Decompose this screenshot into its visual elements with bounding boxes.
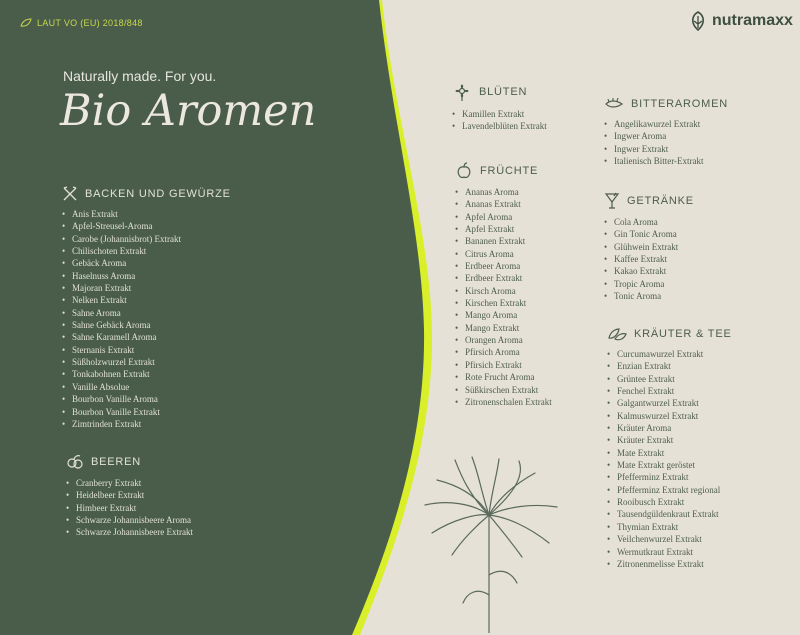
herb-leaves-icon — [607, 326, 627, 342]
item-list — [604, 216, 694, 302]
list-item: • Zitronenmelisse Extrakt — [607, 558, 732, 570]
brand-logo[interactable] — [688, 10, 793, 32]
list-item: • Pfirsich Aroma — [455, 346, 552, 358]
list-item: • Glühwein Extrakt — [604, 241, 694, 253]
item-list — [607, 348, 732, 570]
list-item: • Tausendgüldenkraut Extrakt — [607, 508, 732, 520]
fruit-icon — [455, 162, 473, 180]
list-item: • Nelken Extrakt — [62, 294, 231, 306]
list-item: • Sahne Karamell Aroma — [62, 331, 231, 343]
list-item: • Majoran Extrakt — [62, 282, 231, 294]
list-item: • Rooibusch Extrakt — [607, 496, 732, 508]
list-item: • Süßkirschen Extrakt — [455, 384, 552, 396]
list-item: • Haselnuss Aroma — [62, 270, 231, 282]
list-item: • Süßholzwurzel Extrakt — [62, 356, 231, 368]
section-title: BLÜTEN — [479, 86, 528, 98]
badge-text: LAUT VO (EU) 2018/848 — [37, 18, 143, 28]
section-backen — [62, 186, 231, 430]
list-item: • Fenchel Extrakt — [607, 385, 732, 397]
list-item: • Kirsch Aroma — [455, 285, 552, 297]
list-item: • Tropic Aroma — [604, 278, 694, 290]
list-item: • Cranberry Extrakt — [66, 477, 193, 489]
list-item: • Zitronenschalen Extrakt — [455, 396, 552, 408]
section-title: GETRÄNKE — [627, 195, 694, 207]
list-item: • Veilchenwurzel Extrakt — [607, 533, 732, 545]
list-item: • Mate Extrakt geröstet — [607, 459, 732, 471]
item-list — [455, 186, 552, 408]
list-item: • Kaffee Extrakt — [604, 253, 694, 265]
list-item: • Erdbeer Aroma — [455, 260, 552, 272]
list-item: • Italienisch Bitter-Extrakt — [604, 155, 728, 167]
list-item: • Himbeer Extrakt — [66, 502, 193, 514]
list-item: • Bananen Extrakt — [455, 235, 552, 247]
list-item: • Pfirsich Extrakt — [455, 359, 552, 371]
eu-organic-badge — [20, 18, 143, 28]
section-getraenke — [604, 192, 694, 302]
section-title: BACKEN UND GEWÜRZE — [85, 188, 231, 200]
list-item: • Grüntee Extrakt — [607, 373, 732, 385]
list-item: • Thymian Extrakt — [607, 521, 732, 533]
berries-icon — [66, 453, 84, 471]
list-item: • Schwarze Johannisbeere Aroma — [66, 514, 193, 526]
list-item: • Apfel Aroma — [455, 211, 552, 223]
list-item: • Tonkabohnen Extrakt — [62, 368, 231, 380]
list-item: • Mango Extrakt — [455, 322, 552, 334]
list-item: • Lavendelblüten Extrakt — [452, 120, 547, 132]
list-item: • Orangen Aroma — [455, 334, 552, 346]
list-item: • Ingwer Aroma — [604, 130, 728, 142]
list-item: • Mango Aroma — [455, 309, 552, 321]
list-item: • Heidelbeer Extrakt — [66, 489, 193, 501]
list-item: • Erdbeer Extrakt — [455, 272, 552, 284]
section-blueten — [452, 82, 547, 133]
page-title: Bio Aromen — [60, 86, 317, 136]
list-item: • Chilischoten Extrakt — [62, 245, 231, 257]
list-item: • Ingwer Extrakt — [604, 143, 728, 155]
decorative-flower-illustration — [417, 455, 567, 633]
section-title: KRÄUTER & TEE — [634, 328, 732, 340]
item-list — [62, 208, 231, 430]
list-item: • Rote Frucht Aroma — [455, 371, 552, 383]
list-item: • Curcumawurzel Extrakt — [607, 348, 732, 360]
list-item: • Apfel Extrakt — [455, 223, 552, 235]
list-item: • Gin Tonic Aroma — [604, 228, 694, 240]
list-item: • Apfel-Streusel-Aroma — [62, 220, 231, 232]
section-title: BITTERAROMEN — [631, 98, 728, 110]
crossed-utensils-icon — [62, 186, 78, 202]
list-item: • Kräuter Aroma — [607, 422, 732, 434]
root-icon — [604, 96, 624, 112]
list-item: • Sternanis Extrakt — [62, 344, 231, 356]
list-item: • Galgantwurzel Extrakt — [607, 397, 732, 409]
list-item: • Anis Extrakt — [62, 208, 231, 220]
list-item: • Kakao Extrakt — [604, 265, 694, 277]
list-item: • Mate Extrakt — [607, 447, 732, 459]
list-item: • Kirschen Extrakt — [455, 297, 552, 309]
item-list — [452, 108, 547, 133]
list-item: • Sahne Gebäck Aroma — [62, 319, 231, 331]
list-item: • Enzian Extrakt — [607, 360, 732, 372]
section-beeren — [66, 453, 193, 539]
flower-icon — [452, 82, 472, 102]
list-item: • Zimtrinden Extrakt — [62, 418, 231, 430]
list-item: • Ananas Extrakt — [455, 198, 552, 210]
list-item: • Gebäck Aroma — [62, 257, 231, 269]
list-item: • Cola Aroma — [604, 216, 694, 228]
list-item: • Carobe (Johannisbrot) Extrakt — [62, 233, 231, 245]
list-item: • Ananas Aroma — [455, 186, 552, 198]
list-item: • Kalmuswurzel Extrakt — [607, 410, 732, 422]
section-bitter — [604, 96, 728, 167]
list-item: • Pfefferminz Extrakt regional — [607, 484, 732, 496]
list-item: • Bourbon Vanille Aroma — [62, 393, 231, 405]
list-item: • Wermutkraut Extrakt — [607, 546, 732, 558]
section-kraeuter — [607, 326, 732, 570]
list-item: • Kamillen Extrakt — [452, 108, 547, 120]
tagline: Naturally made. For you. — [63, 68, 217, 84]
list-item: • Bourbon Vanille Extrakt — [62, 406, 231, 418]
list-item: • Angelikawurzel Extrakt — [604, 118, 728, 130]
brand-leaf-logo-icon — [688, 10, 708, 32]
list-item: • Tonic Aroma — [604, 290, 694, 302]
item-list — [66, 477, 193, 539]
list-item: • Kräuter Extrakt — [607, 434, 732, 446]
brand-name: nutramaxx — [712, 12, 793, 29]
list-item: • Pfefferminz Extrakt — [607, 471, 732, 483]
section-title: FRÜCHTE — [480, 165, 539, 177]
cocktail-glass-icon — [604, 192, 620, 210]
list-item: • Schwarze Johannisbeere Extrakt — [66, 526, 193, 538]
list-item: • Vanille Absolue — [62, 381, 231, 393]
leaf-euro-icon — [20, 18, 32, 28]
section-title: BEEREN — [91, 456, 142, 468]
list-item: • Sahne Aroma — [62, 307, 231, 319]
item-list — [604, 118, 728, 167]
list-item: • Citrus Aroma — [455, 248, 552, 260]
section-fruechte — [455, 162, 552, 408]
